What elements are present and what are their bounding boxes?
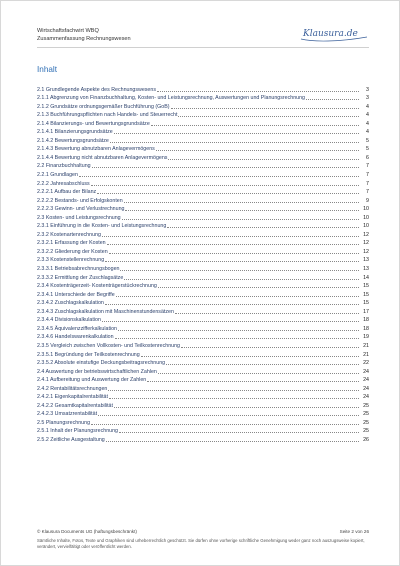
toc-entry-page: 3 bbox=[366, 95, 369, 102]
toc-dot-leader bbox=[92, 167, 359, 168]
toc-entry[interactable] bbox=[37, 152, 369, 161]
toc-entry-page: 25 bbox=[363, 402, 369, 409]
toc-entry[interactable] bbox=[37, 169, 369, 178]
toc-entry-label[interactable]: 2.5 Planungsrechnung bbox=[37, 419, 91, 426]
toc-entry-label[interactable]: 2.2.2.2 Bestands- und Erfolgskonten bbox=[37, 197, 123, 204]
toc-entry[interactable] bbox=[37, 246, 369, 255]
toc-entry[interactable] bbox=[37, 434, 369, 443]
toc-dot-leader bbox=[114, 407, 359, 408]
toc-entry-page: 6 bbox=[366, 154, 369, 161]
toc-dot-leader bbox=[171, 108, 360, 109]
toc-entry[interactable] bbox=[37, 229, 369, 238]
toc-entry-label[interactable]: 2.1.4.2 Bewertungsgrundsätze bbox=[37, 137, 109, 144]
toc-entry-label[interactable]: 2.3.4.2 Zuschlagskalkulation bbox=[37, 300, 104, 307]
header-divider bbox=[37, 47, 369, 48]
footer-copyright: © Klausura Documents UG (haftungsbeschränkt) bbox=[37, 529, 137, 534]
toc-entry[interactable] bbox=[37, 358, 369, 367]
toc-entry[interactable] bbox=[37, 400, 369, 409]
toc-dot-leader bbox=[157, 91, 359, 92]
toc-dot-leader bbox=[147, 381, 359, 382]
toc-entry-page: 24 bbox=[363, 368, 369, 375]
toc-entry-page: 24 bbox=[363, 377, 369, 384]
toc-entry-page: 15 bbox=[363, 291, 369, 298]
toc-entry-label[interactable]: 2.1.4.3 Bewertung abnutzbaren Anlagevermögens bbox=[37, 146, 155, 153]
toc-entry-page: 18 bbox=[363, 317, 369, 324]
toc-entry-page: 24 bbox=[363, 394, 369, 401]
toc-entry-label[interactable]: 2.2.2.3 Gewinn- und Verlustrechnung bbox=[37, 206, 125, 213]
header-course-title: Wirtschaftsfachwirt WBQ bbox=[37, 28, 99, 34]
toc-entry-page: 5 bbox=[366, 146, 369, 153]
toc-entry-label[interactable]: 2.1.4.1 Bilanzierungsgrundsätze bbox=[37, 129, 113, 136]
toc-dot-leader bbox=[116, 296, 359, 297]
toc-entry[interactable] bbox=[37, 101, 369, 110]
toc-entry-page: 13 bbox=[363, 266, 369, 273]
toc-dot-leader bbox=[115, 338, 359, 339]
toc-dot-leader bbox=[156, 150, 359, 151]
toc-entry[interactable] bbox=[37, 212, 369, 221]
toc-dot-leader bbox=[151, 125, 359, 126]
toc-dot-leader bbox=[124, 279, 359, 280]
toc-entry-page: 10 bbox=[363, 214, 369, 221]
toc-entry-label[interactable]: 2.2.1 Grundlagen bbox=[37, 172, 78, 179]
toc-dot-leader bbox=[102, 321, 359, 322]
toc-entry-label[interactable]: 2.3.4.3 Zuschlagskalkulation mit Maschinenstundensätzen bbox=[37, 308, 174, 315]
toc-entry-label[interactable]: 2.1.4.4 Bewertung nicht abnutzbaren Anlagevermögens bbox=[37, 154, 168, 161]
toc-entry[interactable] bbox=[37, 195, 369, 204]
svg-text:Klausura.de: Klausura.de bbox=[303, 29, 358, 39]
toc-dot-leader bbox=[105, 261, 359, 262]
toc-entry-label[interactable]: 2.2.2.1 Aufbau der Bilanz bbox=[37, 189, 97, 196]
toc-dot-leader bbox=[178, 116, 359, 117]
toc-entry[interactable] bbox=[37, 118, 369, 127]
toc-dot-leader bbox=[119, 432, 359, 433]
toc-entry-label[interactable]: 2.1.2 Grundsätze ordnungsgemäßer Buchführung (GoB) bbox=[37, 103, 170, 110]
toc-dot-leader bbox=[166, 364, 359, 365]
toc-entry[interactable] bbox=[37, 161, 369, 170]
toc-entry[interactable] bbox=[37, 417, 369, 426]
toc-entry-page: 26 bbox=[363, 436, 369, 443]
toc-entry[interactable] bbox=[37, 135, 369, 144]
toc-entry-label[interactable]: 2.3.4.6 Handelswarenkalkulation bbox=[37, 334, 114, 341]
toc-entry-page: 10 bbox=[363, 206, 369, 213]
toc-dot-leader bbox=[125, 210, 359, 211]
toc-dot-leader bbox=[175, 313, 359, 314]
toc-entry-page: 18 bbox=[363, 325, 369, 332]
toc-dot-leader bbox=[158, 373, 359, 374]
table-of-contents bbox=[37, 84, 369, 443]
toc-entry[interactable] bbox=[37, 221, 369, 230]
toc-entry[interactable] bbox=[37, 110, 369, 119]
toc-entry-page: 7 bbox=[366, 189, 369, 196]
toc-dot-leader bbox=[109, 253, 359, 254]
toc-entry-page: 7 bbox=[366, 172, 369, 179]
toc-entry-page: 13 bbox=[363, 257, 369, 264]
toc-dot-leader bbox=[98, 415, 359, 416]
toc-entry[interactable] bbox=[37, 144, 369, 153]
toc-entry-page: 22 bbox=[363, 360, 369, 367]
toc-entry-page: 9 bbox=[366, 197, 369, 204]
toc-entry-page: 12 bbox=[363, 231, 369, 238]
toc-entry-label[interactable]: 2.3.4 Kostenträgerzeit- Kostenträgerstückrechnung bbox=[37, 283, 157, 290]
toc-entry-label[interactable]: 2.5.1 Inhalt der Planungsrechnung bbox=[37, 428, 118, 435]
toc-entry[interactable] bbox=[37, 383, 369, 392]
toc-entry[interactable] bbox=[37, 187, 369, 196]
toc-entry-label[interactable]: 2.4.1 Aufbereitung und Auswertung der Zahlen bbox=[37, 377, 147, 384]
toc-entry-label[interactable]: 2.3.2 Kostenartenrechnung bbox=[37, 231, 101, 238]
toc-entry-label[interactable]: 2.4.2.2 Gesamtkapitalrentabilität bbox=[37, 402, 113, 409]
footer-copyright-notice: Sämtliche Inhalte, Fotos, Texte und Graphiken sind urheberrechtlich geschützt. Sie dürfen ohne vorherige schriftliche Genehmigung weder ganz noch auszugsweise kopiert, verändert, vervielfältigt oder veröffentlicht werden. bbox=[37, 538, 365, 549]
toc-dot-leader bbox=[167, 227, 359, 228]
toc-entry[interactable] bbox=[37, 340, 369, 349]
page-footer bbox=[37, 529, 369, 549]
toc-entry[interactable] bbox=[37, 298, 369, 307]
toc-entry-label[interactable]: 2.3.2.2 Gliederung der Kosten bbox=[37, 248, 108, 255]
toc-entry-page: 7 bbox=[366, 163, 369, 170]
klausura-logo bbox=[299, 27, 369, 43]
toc-entry[interactable] bbox=[37, 238, 369, 247]
toc-entry[interactable] bbox=[37, 375, 369, 384]
toc-entry-label[interactable]: 2.3.1 Einführung in die Kosten- und Leistungsrechnung bbox=[37, 223, 167, 230]
toc-entry-page: 15 bbox=[363, 283, 369, 290]
toc-entry[interactable] bbox=[37, 263, 369, 272]
toc-entry-page: 3 bbox=[366, 86, 369, 93]
toc-entry[interactable] bbox=[37, 323, 369, 332]
toc-entry-label[interactable]: 2.2 Finanzbuchhaltung bbox=[37, 163, 91, 170]
toc-entry-label[interactable]: 2.5.2 Zeitliche Ausgestaltung bbox=[37, 436, 105, 443]
toc-entry-page: 4 bbox=[366, 120, 369, 127]
toc-entry-page: 10 bbox=[363, 223, 369, 230]
toc-entry-page: 25 bbox=[363, 419, 369, 426]
toc-entry-label[interactable]: 2.3.5.1 Begründung der Teilkostenrechnung bbox=[37, 351, 140, 358]
toc-entry-label[interactable]: 2.4 Auswertung der betriebswirtschaftlichen Zahlen bbox=[37, 368, 157, 375]
toc-entry-label[interactable]: 2.3.3.2 Ermittlung der Zuschlagsätze bbox=[37, 274, 124, 281]
klausura-logo-graphic bbox=[299, 27, 369, 43]
toc-dot-leader bbox=[118, 330, 359, 331]
toc-entry-page: 21 bbox=[363, 342, 369, 349]
toc-dot-leader bbox=[109, 398, 359, 399]
toc-entry-label[interactable]: 2.3.5 Vergleich zwischen Vollkosten- und Teilkostenrechnung bbox=[37, 342, 181, 349]
toc-entry[interactable] bbox=[37, 426, 369, 435]
toc-entry-page: 17 bbox=[363, 308, 369, 315]
toc-entry[interactable] bbox=[37, 204, 369, 213]
toc-dot-leader bbox=[141, 356, 359, 357]
toc-entry-label[interactable]: 2.2.2 Jahresabschluss bbox=[37, 180, 90, 187]
toc-entry-label[interactable]: 2.1 Grundlegende Aspekte des Rechnungswesens bbox=[37, 86, 156, 93]
toc-entry-label[interactable]: 2.3.2.1 Erfassung der Kosten bbox=[37, 240, 106, 247]
toc-entry-page: 19 bbox=[363, 334, 369, 341]
toc-dot-leader bbox=[107, 244, 359, 245]
toc-entry-label[interactable]: 2.3 Kosten- und Leistungsrechnung bbox=[37, 214, 121, 221]
toc-entry-page: 21 bbox=[363, 351, 369, 358]
toc-entry[interactable] bbox=[37, 409, 369, 418]
toc-entry-label[interactable]: 2.4.2.3 Umsatzrentabilität bbox=[37, 411, 98, 418]
toc-dot-leader bbox=[108, 390, 359, 391]
toc-entry[interactable] bbox=[37, 84, 369, 93]
toc-entry-label[interactable]: 2.3.4.4 Divisionskalkulation bbox=[37, 317, 101, 324]
toc-entry-page: 25 bbox=[363, 411, 369, 418]
toc-entry-label[interactable]: 2.3.3.1 Betriebsabrechnungsbogen bbox=[37, 266, 120, 273]
toc-dot-leader bbox=[306, 99, 359, 100]
toc-entry-page: 4 bbox=[366, 103, 369, 110]
toc-entry[interactable] bbox=[37, 255, 369, 264]
header-document-title: Zusammenfassung Rechnungswesen bbox=[37, 36, 131, 42]
toc-entry-page: 15 bbox=[363, 300, 369, 307]
toc-entry-page: 24 bbox=[363, 385, 369, 392]
toc-entry-label[interactable]: 2.4.2 Rentabilitätsrechnungen bbox=[37, 385, 108, 392]
toc-dot-leader bbox=[102, 236, 359, 237]
toc-entry-page: 14 bbox=[363, 274, 369, 281]
toc-dot-leader bbox=[168, 159, 359, 160]
toc-entry[interactable] bbox=[37, 127, 369, 136]
toc-dot-leader bbox=[105, 304, 359, 305]
toc-dot-leader bbox=[124, 202, 359, 203]
toc-entry-page: 4 bbox=[366, 129, 369, 136]
toc-dot-leader bbox=[110, 142, 359, 143]
toc-heading: Inhalt bbox=[37, 65, 58, 74]
toc-entry[interactable] bbox=[37, 366, 369, 375]
toc-entry-label[interactable]: 2.1.1 Abgrenzung von Finanzbuchhaltung, Kosten- und Leistungsrechnung, Auswertungen und Planungsrechnung bbox=[37, 95, 305, 102]
toc-dot-leader bbox=[181, 347, 359, 348]
toc-dot-leader bbox=[106, 441, 359, 442]
toc-entry-label[interactable]: 2.4.2.1 Eigenkapitalrentabilität bbox=[37, 394, 108, 401]
toc-dot-leader bbox=[97, 193, 359, 194]
toc-dot-leader bbox=[122, 219, 359, 220]
toc-entry[interactable] bbox=[37, 332, 369, 341]
toc-entry-page: 7 bbox=[366, 180, 369, 187]
toc-entry-label[interactable]: 2.1.3 Buchführungspflichten nach Handels- und Steuerrecht bbox=[37, 112, 178, 119]
toc-entry-page: 25 bbox=[363, 428, 369, 435]
toc-entry-page: 12 bbox=[363, 248, 369, 255]
page-header bbox=[37, 27, 131, 43]
toc-entry[interactable] bbox=[37, 392, 369, 401]
toc-entry-page: 4 bbox=[366, 112, 369, 119]
toc-dot-leader bbox=[91, 424, 359, 425]
toc-entry[interactable] bbox=[37, 272, 369, 281]
toc-dot-leader bbox=[79, 176, 359, 177]
toc-entry[interactable] bbox=[37, 178, 369, 187]
toc-dot-leader bbox=[91, 185, 359, 186]
toc-entry-label[interactable]: 2.3.4.1 Unterschiede der Begriffe bbox=[37, 291, 115, 298]
toc-entry[interactable] bbox=[37, 93, 369, 102]
toc-entry[interactable] bbox=[37, 349, 369, 358]
toc-dot-leader bbox=[120, 270, 359, 271]
toc-entry-label[interactable]: 2.1.4 Bilanzierungs- und Bewertungsgrundsätze bbox=[37, 120, 150, 127]
toc-entry-label[interactable]: 2.3.3 Kostenstellenrechnung bbox=[37, 257, 105, 264]
toc-entry-label[interactable]: 2.3.4.5 Äquivalenzzifferkalkulation bbox=[37, 325, 117, 332]
toc-entry-label[interactable]: 2.3.5.2 Absolute einstufige Deckungsbeitragsrechnung bbox=[37, 360, 166, 367]
toc-entry[interactable] bbox=[37, 289, 369, 298]
footer-page-number: Seite 2 von 26 bbox=[339, 529, 369, 534]
toc-entry[interactable] bbox=[37, 315, 369, 324]
toc-dot-leader bbox=[114, 133, 359, 134]
toc-dot-leader bbox=[158, 287, 359, 288]
toc-entry[interactable] bbox=[37, 281, 369, 290]
toc-entry-page: 5 bbox=[366, 137, 369, 144]
toc-entry-page: 12 bbox=[363, 240, 369, 247]
toc-entry[interactable] bbox=[37, 306, 369, 315]
